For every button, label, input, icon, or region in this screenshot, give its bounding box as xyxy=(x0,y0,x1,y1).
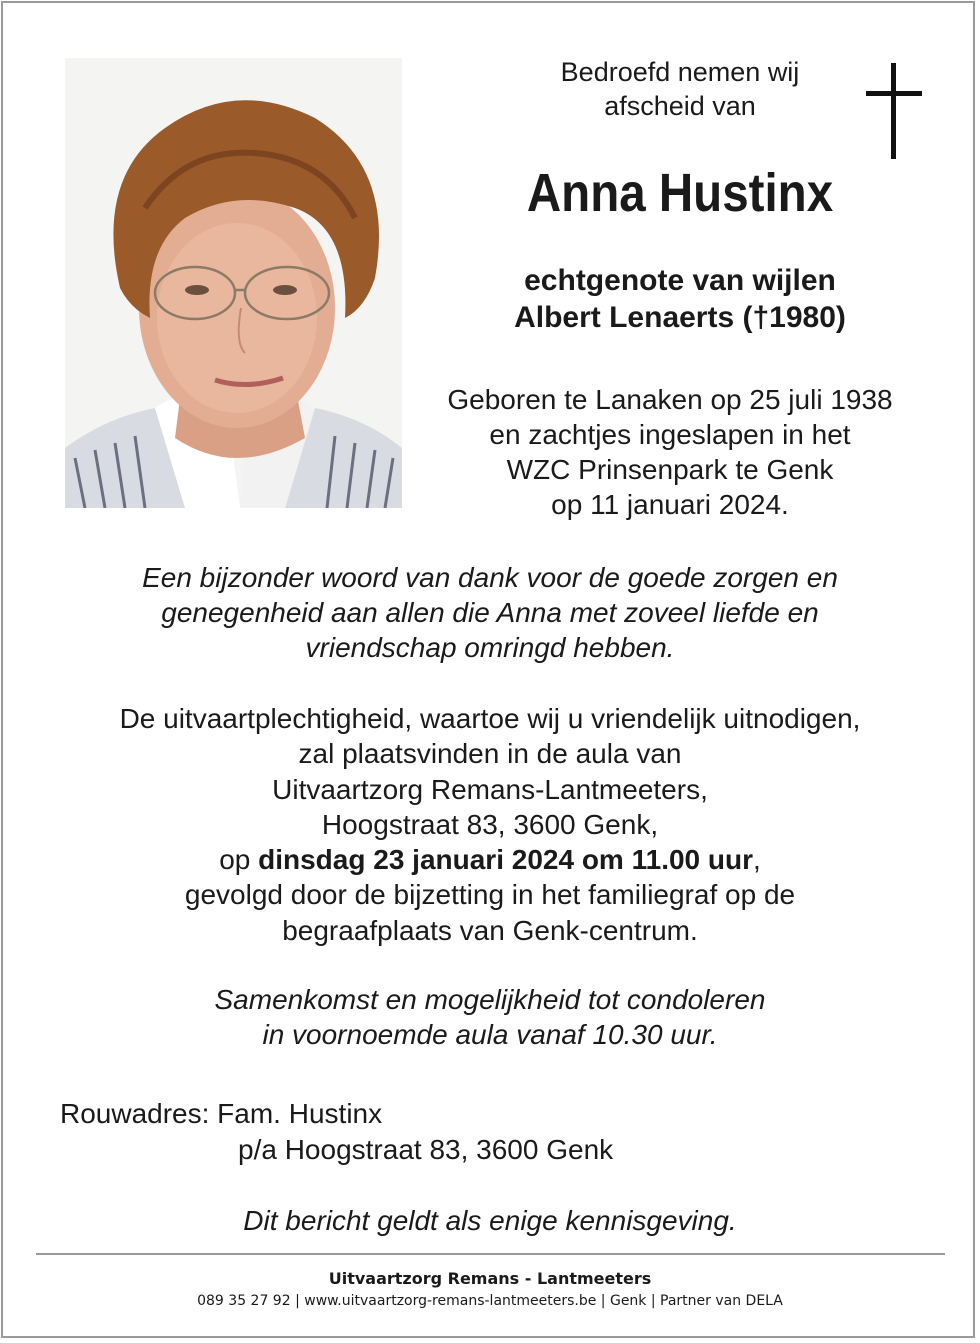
spouse-line: echtgenote van wijlen xyxy=(524,264,836,297)
ceremony-line: De uitvaartplechtigheid, waartoe wij u vriendelijk uitnodigen, xyxy=(119,703,861,734)
cross-icon xyxy=(866,63,922,159)
portrait-photo xyxy=(65,58,402,508)
footer-contact: 089 35 27 92 | www.uitvaartzorg-remans-lantmeeters.be | Genk | Partner van DELA xyxy=(197,1293,783,1309)
birth-line: Geboren te Lanaken op 25 juli 1938 xyxy=(447,384,893,415)
intro-text xyxy=(520,55,840,123)
birth-line: en zachtjes ingeslapen in het xyxy=(489,419,851,450)
gathering-line: in voornoemde aula vanaf 10.30 uur. xyxy=(262,1019,718,1050)
birth-line: WZC Prinsenpark te Genk xyxy=(506,454,834,485)
birth-death-text xyxy=(400,382,940,522)
ceremony-line: begraafplaats van Genk-centrum. xyxy=(282,914,698,946)
ceremony-line: Uitvaartzorg Remans-Lantmeeters, xyxy=(272,773,708,805)
ceremony-line: gevolgd door de bijzetting in het familiegraf op de xyxy=(184,879,796,911)
intro-line: Bedroefd nemen wij xyxy=(560,57,800,87)
gathering-line: Samenkomst en mogelijkheid tot condoleren xyxy=(214,984,766,1015)
ceremony-line: Hoogstraat 83, 3600 Genk, xyxy=(321,808,659,840)
intro-line: afscheid van xyxy=(604,91,756,121)
thanks-line: Een bijzonder woord van dank voor de goede zorgen en xyxy=(142,562,838,593)
gathering-text xyxy=(40,982,940,1052)
address-line: Rouwadres: Fam. Hustinx xyxy=(60,1098,383,1129)
footer-company: Uitvaartzorg Remans - Lantmeeters xyxy=(328,1269,652,1288)
ceremony-date-suffix: , xyxy=(753,844,761,876)
spouse-text xyxy=(440,262,920,336)
thanks-line: vriendschap omringd hebben. xyxy=(305,632,675,663)
ceremony-date-prefix: op xyxy=(219,844,259,876)
ceremony-text xyxy=(40,701,940,948)
birth-line: op 11 januari 2024. xyxy=(551,489,789,520)
spouse-line: Albert Lenaerts (†1980) xyxy=(514,301,846,334)
mourning-address xyxy=(60,1096,860,1168)
deceased-name: Anna Hustinx xyxy=(526,163,834,223)
address-line: p/a Hoogstraat 83, 3600 Genk xyxy=(238,1134,614,1165)
thanks-text xyxy=(40,560,940,665)
footer-divider xyxy=(36,1253,945,1255)
thanks-line: genegenheid aan allen die Anna met zoveel liefde en xyxy=(161,597,819,628)
ceremony-line: zal plaatsvinden in de aula van xyxy=(298,738,682,770)
notice-text: Dit bericht geldt als enige kennisgeving. xyxy=(243,1205,737,1236)
ceremony-date: dinsdag 23 januari 2024 om 11.00 uur xyxy=(258,844,754,876)
ceremony-date-line xyxy=(40,842,940,877)
